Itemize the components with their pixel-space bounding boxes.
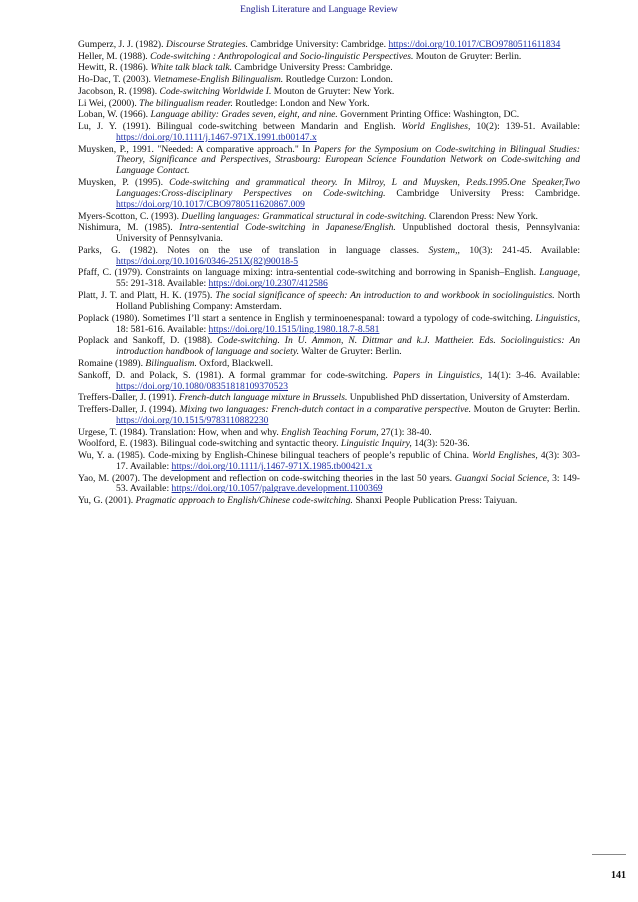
reference-details: 3: 149-53. Available: (116, 472, 580, 495)
reference-entry (78, 451, 580, 473)
reference-doi-link[interactable]: https://doi.org/10.1017/CBO9780511611834 (388, 39, 561, 50)
reference-entry (78, 110, 580, 121)
reference-entry (78, 99, 580, 110)
reference-details: Clarendon Press: New York. (426, 210, 538, 222)
reference-author: Loban, W. (1966). (78, 109, 151, 121)
reference-entry (78, 223, 580, 245)
reference-title: Code-switching. In U. Ammon, N. Dittmar and k.J. Mattheier. Eds. Sociolinguistics: An introduction handbook of language and society. (116, 335, 580, 358)
reference-details: Routledge: London and New York. (232, 97, 370, 109)
reference-author: Urgese, T. (1984). Translation: How, when and why. (78, 426, 282, 438)
reference-doi-link[interactable]: https://doi.org/10.1515/9783110882230 (116, 414, 269, 426)
page-number: 141 (611, 870, 626, 881)
reference-entry (78, 474, 580, 496)
reference-author: Myers-Scotton, C. (1993). (78, 210, 182, 222)
reference-title: Bilingualism. (145, 357, 197, 369)
reference-details: Routledge Curzon: London. (283, 74, 393, 86)
reference-entry (78, 393, 580, 404)
reference-details: Government Printing Office: Washington, DC. (337, 109, 520, 121)
reference-entry (78, 428, 580, 439)
reference-author: Yu, G. (2001). (78, 495, 136, 507)
reference-title: Language, (539, 267, 580, 279)
reference-entry (78, 63, 580, 74)
reference-doi-link[interactable]: https://doi.org/10.1515/ling.1980.18.7-8.581 (208, 323, 380, 335)
reference-entry (78, 359, 580, 370)
reference-details: Cambridge University: Cambridge. (248, 39, 389, 50)
reference-entry (78, 336, 580, 358)
reference-doi-link[interactable]: https://doi.org/10.2307/412586 (208, 278, 328, 290)
reference-author: Poplack and Sankoff, D. (1988). (78, 335, 218, 347)
reference-author: Wu, Y. a. (1985). Code-mixing by English-Chinese bilingual teachers of people’s republic of China. (78, 449, 472, 461)
reference-details: Cambridge University Press: Cambridge. (385, 187, 580, 199)
reference-author: Parks, G. (1982). Notes on the use of translation in language classes. (78, 244, 429, 256)
reference-entry (78, 405, 580, 427)
reference-entry (78, 178, 580, 211)
reference-author: Lu, J. Y. (1991). Bilingual code-switching between Mandarin and English. (78, 120, 402, 132)
reference-entry (78, 268, 580, 290)
reference-title: The social significance of speech: An introduction to and workbook in sociolinguistics. (215, 290, 555, 302)
reference-details: Unpublished doctoral thesis, Pennsylvania: University of Pennsylvania. (116, 222, 581, 245)
reference-title: Pragmatic approach to English/Chinese code-switching. (135, 495, 353, 507)
reference-author: Treffers-Daller, J. (1991). (78, 392, 179, 404)
reference-title: World Englishes, (401, 120, 471, 132)
reference-author: Nishimura, M. (1985). (78, 222, 180, 234)
reference-details: Shanxi People Publication Press: Taiyuan. (352, 495, 518, 507)
running-header: English Literature and Language Review (240, 4, 398, 15)
reference-details: Mouton de Gruyter: Berlin. (413, 50, 522, 62)
reference-title: Code-switching Worldwide I. (159, 85, 272, 97)
reference-author: Woolford, E. (1983). Bilingual code-switching and syntactic theory. (78, 438, 341, 450)
reference-entry (78, 145, 580, 178)
reference-doi-link[interactable]: https://doi.org/10.1080/08351818109370523 (116, 380, 288, 392)
reference-title: Linguistics, (535, 312, 580, 324)
reference-list (78, 40, 580, 508)
reference-entry (78, 122, 580, 144)
reference-details: Unpublished PhD dissertation, University of Amsterdam. (347, 392, 570, 404)
reference-author: Romaine (1989). (78, 357, 146, 369)
reference-entry (78, 314, 580, 336)
reference-title: Linguistic Inquiry, (340, 438, 412, 450)
reference-entry (78, 291, 580, 313)
reference-details: Oxford, Blackwell. (196, 357, 274, 369)
reference-entry (78, 87, 580, 98)
reference-entry (78, 212, 580, 223)
reference-details: 27(1): 38-40. (378, 426, 432, 438)
reference-author: Sankoff, D. and Polack, S. (1981). A formal grammar for code-switching. (78, 369, 393, 381)
reference-details: Walter de Gruyter: Berlin. (298, 346, 402, 358)
reference-details: Mouton de Gruyter: Berlin. (471, 403, 580, 415)
reference-entry (78, 246, 580, 268)
reference-details: 14(3): 520-36. (411, 438, 470, 450)
reference-title: Code-switching : Anthropological and Socio-linguistic Perspectives. (150, 50, 414, 62)
reference-author: Yao, M. (2007). The development and reflection on code-switching theories in the last 50 years. (78, 472, 455, 484)
reference-doi-link[interactable]: https://doi.org/10.1111/j.1467-971X.1991.tb00147.x (116, 131, 317, 143)
reference-title: Papers for the Symposium on Code-switching in Bilingual Studies: Theory, Significance and Perspectives, Strasbourg: European Science Foundation Network on Code-switching and Language Contact. (116, 143, 580, 177)
footer-divider (592, 854, 626, 855)
reference-entry (78, 52, 580, 63)
reference-title: Guangxi Social Science, (454, 472, 550, 484)
reference-details: 55: 291-318. Available: (116, 278, 209, 290)
reference-details: Mouton de Gruyter: New York. (271, 85, 395, 97)
reference-title: French-dutch language mixture in Brussels. (178, 392, 348, 404)
reference-title: White talk black talk. (150, 62, 233, 74)
reference-doi-link[interactable]: https://doi.org/10.1111/j.1467-971X.1985.tb00421.x (171, 460, 373, 472)
reference-details: , 10(3): 241-45. Available: (457, 244, 580, 256)
reference-author: Hewitt, R. (1986). (78, 62, 151, 74)
reference-title: Papers in Linguistics, (392, 369, 483, 381)
reference-title: Language ability: Grades seven, eight, and nine. (150, 109, 338, 121)
reference-entry (78, 75, 580, 86)
reference-title: Vietnamese-English Bilingualism. (153, 74, 284, 86)
reference-entry (78, 371, 580, 393)
reference-author: Treffers-Daller, J. (1994). (78, 403, 180, 415)
reference-doi-link[interactable]: https://doi.org/10.1057/palgrave.development.1100369 (171, 483, 383, 495)
reference-details: 4(3): 303-17. Available: (116, 449, 581, 472)
reference-entry (78, 40, 580, 51)
reference-title: Intra-sentential Code-switching in Japanese/English. (179, 222, 396, 234)
reference-title: English Teaching Forum, (281, 426, 379, 438)
reference-details: Cambridge University Press: Cambridge. (232, 62, 393, 74)
reference-title: World Englishes, (471, 449, 538, 461)
reference-author: Pfaff, C. (1979). Constraints on language mixing: intra-sentential code-switching and borrowing in Spanish–English. (78, 267, 540, 279)
reference-doi-link[interactable]: https://doi.org/10.1017/CBO9780511620867.009 (116, 198, 305, 210)
reference-author: Muysken, P., 1991. "Needed: A comparative approach." In (78, 143, 314, 155)
reference-title: Code-switching and grammatical theory. In Milroy, L and Muysken, P.eds.1995.One Speaker,Two Languages:Cross-disciplinary Perspectives on Code-switching. (116, 177, 580, 199)
reference-title: Duelling languages: Grammatical structural in code-switching. (181, 210, 427, 222)
reference-details: 10(2): 139-51. Available: (470, 120, 580, 132)
reference-author: Poplack (1980). Sometimes I’ll start a sentence in English y terminoenespanal: toward a typology of code-switching. (78, 312, 536, 324)
reference-author: Heller, M. (1988). (78, 50, 151, 62)
reference-title: Discourse Strategies. (165, 39, 249, 50)
reference-entry (78, 439, 580, 450)
reference-author: Li Wei, (2000). (78, 97, 140, 109)
reference-author: Ho-Dac, T. (2003). (78, 74, 154, 86)
reference-title: Mixing two languages: French-dutch contact in a comparative perspective. (179, 403, 472, 415)
reference-doi-link[interactable]: https://doi.org/10.1016/0346-251X(82)90018-5 (116, 255, 299, 267)
reference-details: North Holland Publishing Company: Amsterdam. (116, 290, 580, 312)
reference-author: Muysken, P. (1995). (78, 177, 170, 189)
reference-author: Platt, J. T. and Platt, H. K. (1975). (78, 290, 216, 302)
reference-author: Gumperz, J. J. (1982). (78, 39, 166, 50)
reference-title: The bilingualism reader. (139, 97, 233, 109)
reference-author: Jacobson, R. (1998). (78, 85, 160, 97)
reference-entry (78, 496, 580, 507)
reference-details: 14(1): 3-46. Available: (482, 369, 581, 381)
reference-title: System, (428, 244, 458, 256)
reference-details: 18: 581-616. Available: (116, 323, 209, 335)
